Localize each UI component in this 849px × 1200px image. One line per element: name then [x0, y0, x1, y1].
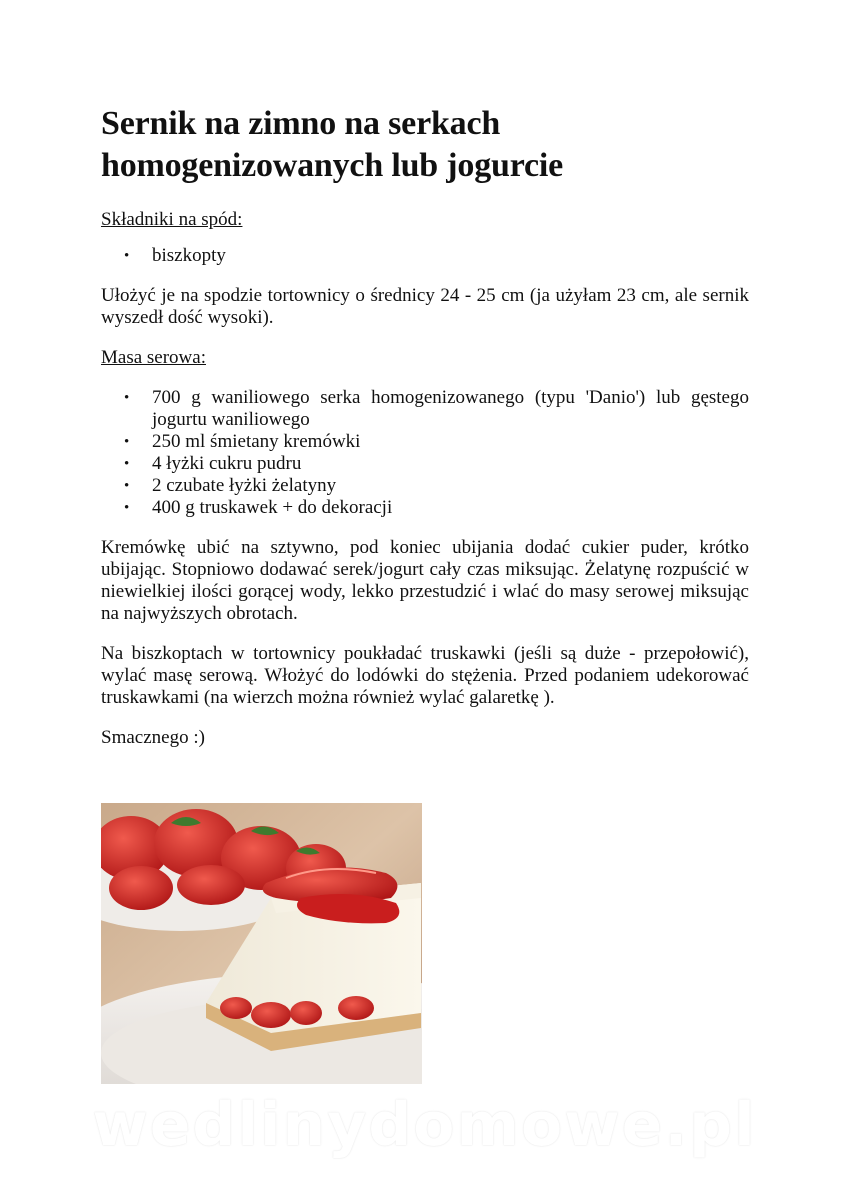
recipe-content — [101, 103, 749, 749]
base-ingredients-list — [101, 245, 749, 267]
watermark-text: wedlinydomowe.pl — [92, 1090, 757, 1160]
recipe-title — [101, 103, 749, 187]
cheesecake-photo — [101, 803, 422, 1084]
base-ingredients-label: Składniki na spód: — [101, 209, 243, 230]
list-item: • 250 ml śmietany kremówki — [152, 431, 749, 453]
list-item: • biszkopty — [152, 245, 749, 267]
list-item: • 2 czubate łyżki żelatyny — [152, 475, 749, 497]
closing-text: Smacznego :) — [101, 727, 205, 748]
base-instruction: Ułożyć je na spodzie tortownicy o średnicy 24 - 25 cm (ja użyłam 23 cm, ale sernik wyszedł dość wysoki). — [101, 285, 749, 328]
cheese-mass-label: Masa serowa: — [101, 347, 206, 368]
list-item: • 700 g waniliowego serka homogenizowanego (typu 'Danio') lub gęstego jogurtu waniliowego — [152, 387, 749, 431]
instructions-paragraph-2: Na biszkoptach w tortownicy poukładać truskawki (jeśli są duże - przepołowić), wylać masę serową. Włożyć do lodówki do stężenia. Przed podaniem udekorować truskawkami (na wierzch można również wylać galaretkę ). — [101, 643, 749, 708]
instructions-paragraph-1: Kremówkę ubić na sztywno, pod koniec ubijania dodać cukier puder, krótko ubijając. Stopniowo dodawać serek/jogurt cały czas miksując. Żelatynę rozpuścić w niewielkiej ilości gorącej wody, lekko przestudzić i wlać do masy serowej miksując na najwyższych obrotach. — [101, 537, 749, 624]
title-line-1: Sernik na zimno na serkach — [101, 105, 501, 142]
cheese-ingredients-list — [101, 387, 749, 519]
title-line-2: homogenizowanych lub jogurcie — [101, 147, 564, 184]
list-item: • 4 łyżki cukru pudru — [152, 453, 749, 475]
list-item: • 400 g truskawek + do dekoracji — [152, 497, 749, 519]
